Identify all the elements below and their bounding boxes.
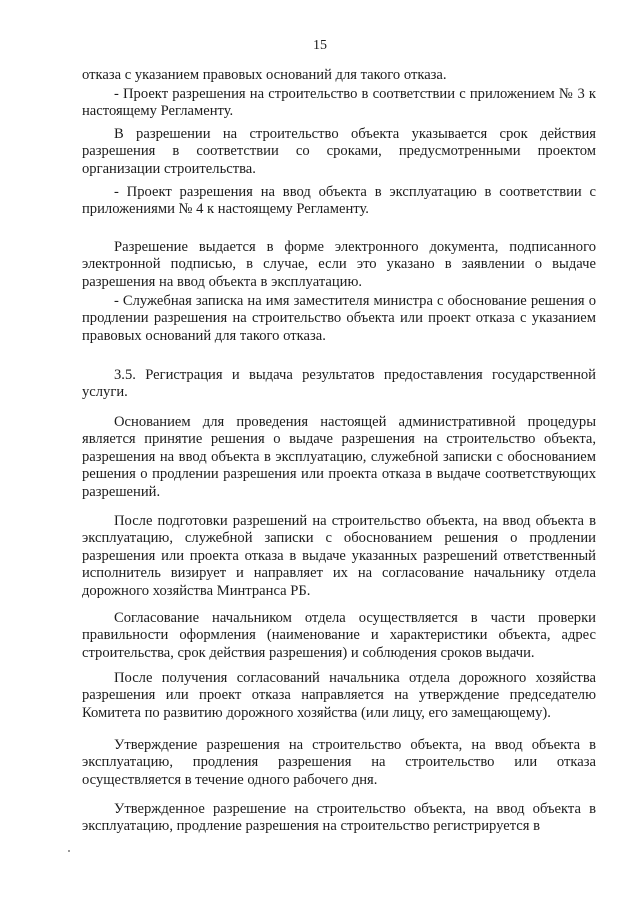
paragraph-construction-permit-draft: - Проект разрешения на строительство в соответствии с приложением № 3 к настоящему Регламенту. — [82, 86, 596, 120]
paragraph-approval-routing: После подготовки разрешений на строительство объекта, на ввод объекта в эксплуатацию, служебной записки с обоснованием решения о продлении разрешения или проекта отказа в выдаче указанных разрешений ответственный исполнитель визирует и направляет их на согласование начальнику отдела дорожного хозяйства Минтранса РБ. — [82, 513, 596, 599]
margin-mark — [68, 850, 70, 852]
paragraph-approval-scope: Согласование начальником отдела осуществляется в части проверки правильности оформления (наименование и характеристики объекта, адрес строительства, срок действия разрешения) и соблюдения сроков выдачи. — [82, 610, 596, 661]
paragraph-procedure-basis: Основанием для проведения настоящей административной процедуры является принятие решения о выдаче разрешения на строительство объекта, разрешения на ввод объекта в эксплуатацию, служебной записки с обоснованием решения о продлении разрешения или проекта отказа в выдаче соответствующих разрешений. — [82, 414, 596, 500]
paragraph-commissioning-permit-draft: - Проект разрешения на ввод объекта в эксплуатацию в соответствии с приложениями № 4 к настоящему Регламенту. — [82, 184, 596, 218]
paragraph-refusal-continuation: отказа с указанием правовых оснований для такого отказа. — [82, 67, 447, 83]
section-heading-3-5: 3.5. Регистрация и выдача результатов предоставления государственной услуги. — [82, 367, 596, 401]
paragraph-permit-validity: В разрешении на строительство объекта указывается срок действия разрешения в соответствии со сроками, предусмотренными проектом организации строительства. — [82, 126, 596, 177]
paragraph-approval-timing: Утверждение разрешения на строительство объекта, на ввод объекта в эксплуатацию, продления разрешения на строительство или отказа осуществляется в течение одного рабочего дня. — [82, 737, 596, 788]
page-number: 15 — [313, 38, 327, 53]
paragraph-memo-extension: - Служебная записка на имя заместителя министра с обоснование решения о продлении разрешения на строительство объекта или проект отказа с указанием правовых оснований для такого отказа. — [82, 293, 596, 344]
paragraph-registration: Утвержденное разрешение на строительство объекта, на ввод объекта в эксплуатацию, продление разрешения на строительство регистрируется в — [82, 801, 596, 835]
paragraph-electronic-document: Разрешение выдается в форме электронного документа, подписанного электронной подписью, в случае, если это указано в заявлении о выдаче разрешения на ввод объекта в эксплуатацию. — [82, 239, 596, 290]
paragraph-committee-approval: После получения согласований начальника отдела дорожного хозяйства разрешения или проект отказа направляется на утверждение председателю Комитета по развитию дорожного хозяйства (или лицу, его замещающему). — [82, 670, 596, 721]
